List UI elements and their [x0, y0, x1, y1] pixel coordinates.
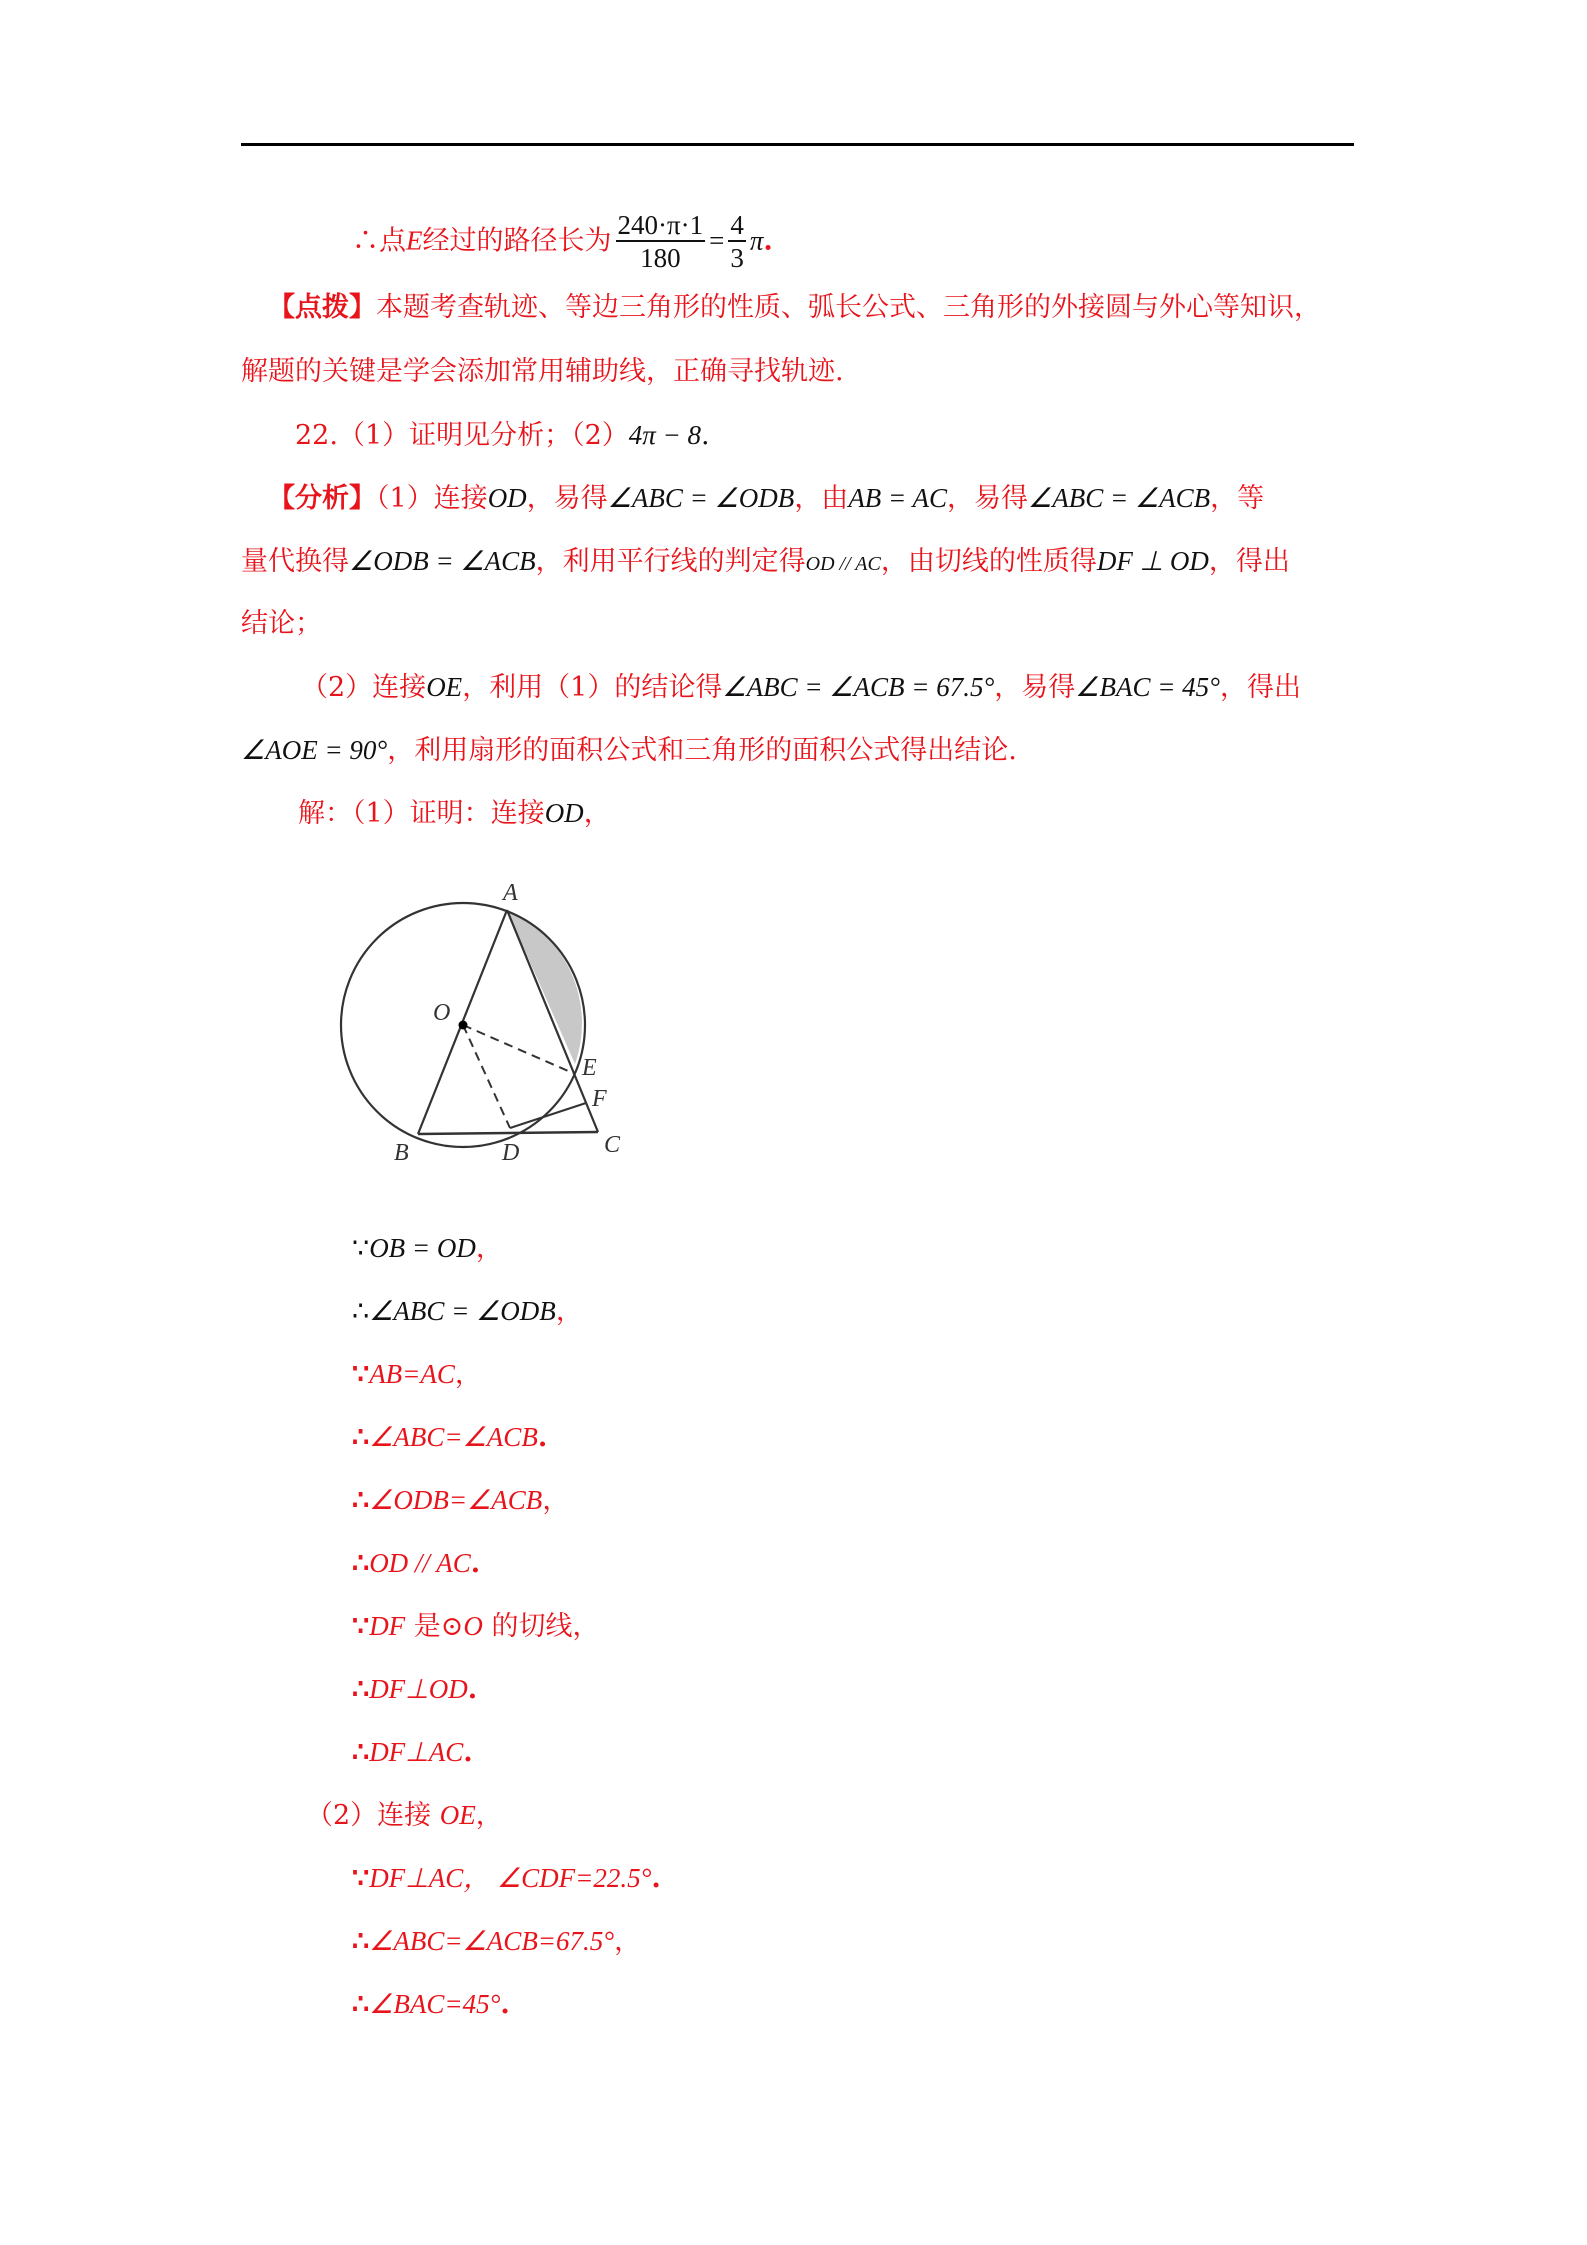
segment-df: [510, 1103, 586, 1128]
proof1-step-4: ∴∠ABC=∠ACB.: [352, 1422, 548, 1453]
point-e: E: [406, 225, 423, 256]
proof1-step-1: ∵OB = OD，: [352, 1233, 503, 1264]
proof1-step-9: ∴DF⊥AC.: [352, 1737, 473, 1768]
segment-od: [463, 1025, 510, 1128]
proof1-step-8: ∴DF⊥OD.: [352, 1674, 478, 1705]
therefore-symbol: ∴点: [352, 225, 406, 257]
arc-length-fraction: $\frac{240\cdot\pi\cdot 1}{180}$: [617, 210, 704, 273]
path-text: 经过的路径长为: [422, 225, 612, 257]
tip-line-2: 解题的关键是学会添加常用辅助线，正确寻找轨迹.: [241, 356, 844, 387]
label-c: C: [604, 1132, 621, 1158]
analysis-line-2: 量代换得∠ODB = ∠ACB，利用平行线的判定得OD // AC，由切线的性质得DF ⊥ OD，得出: [241, 546, 1290, 577]
proof1-step-5: ∴∠ODB=∠ACB，: [352, 1485, 570, 1516]
label-a: A: [503, 880, 518, 906]
tip-line-1: 【点拨】本题考查轨迹、等边三角形的性质、弧长公式、三角形的外接圆与外心等知识，: [268, 292, 1321, 323]
q22-answer: 22.（1）证明见分析；（2）4π − 8.: [295, 420, 710, 451]
analysis-p2-line-2: ∠AOE = 90°，利用扇形的面积公式和三角形的面积公式得出结论.: [241, 735, 1017, 766]
header-rule: [241, 143, 1354, 146]
path-length-line: ∴点E经过的路径长为 $\frac{240\cdot\pi\cdot 1}{180}$ = $\frac{4}{3}$ π.: [352, 210, 773, 273]
geometry-figure: [320, 870, 650, 1180]
center-point-o: [459, 1021, 468, 1030]
analysis-p2-line-1: （2）连接OE，利用（1）的结论得∠ABC = ∠ACB = 67.5°，易得∠BAC = 45°，得出: [301, 672, 1301, 703]
proof1-step-3: ∵AB=AC，: [352, 1359, 482, 1390]
proof1-step-2: ∴∠ABC = ∠ODB，: [352, 1296, 583, 1327]
label-o: O: [433, 1000, 451, 1026]
label-f: F: [592, 1086, 607, 1112]
analysis-line-1: 【分析】（1）连接OD，易得∠ABC = ∠ODB，由AB = AC，易得∠ABC = ∠ACB，等: [268, 483, 1265, 514]
proof2-step-1: ∵DF⊥AC， ∠CDF=22.5°.: [352, 1863, 661, 1894]
result-fraction: $\frac{4}{3}$: [730, 210, 744, 273]
proof2-step-2: ∴∠ABC=∠ACB=67.5°，: [352, 1926, 642, 1957]
proof2-intro: （2）连接 OE，: [306, 1800, 503, 1831]
analysis-line-3: 结论；: [241, 608, 322, 639]
analysis-label: 【分析】: [268, 483, 376, 514]
solution-intro: 解：（1）证明：连接OD，: [298, 798, 611, 829]
proof1-step-7: ∵DF 是⊙O 的切线，: [352, 1611, 600, 1642]
label-d: D: [502, 1140, 520, 1166]
label-e: E: [582, 1055, 597, 1081]
label-b: B: [394, 1140, 409, 1166]
answer-expression: 4π − 8: [628, 420, 702, 450]
proof2-step-3: ∴∠BAC=45°.: [352, 1989, 510, 2020]
proof1-step-6: ∴OD // AC.: [352, 1548, 481, 1579]
segment-bc: [418, 1132, 598, 1134]
tip-label: 【点拨】: [268, 292, 376, 323]
